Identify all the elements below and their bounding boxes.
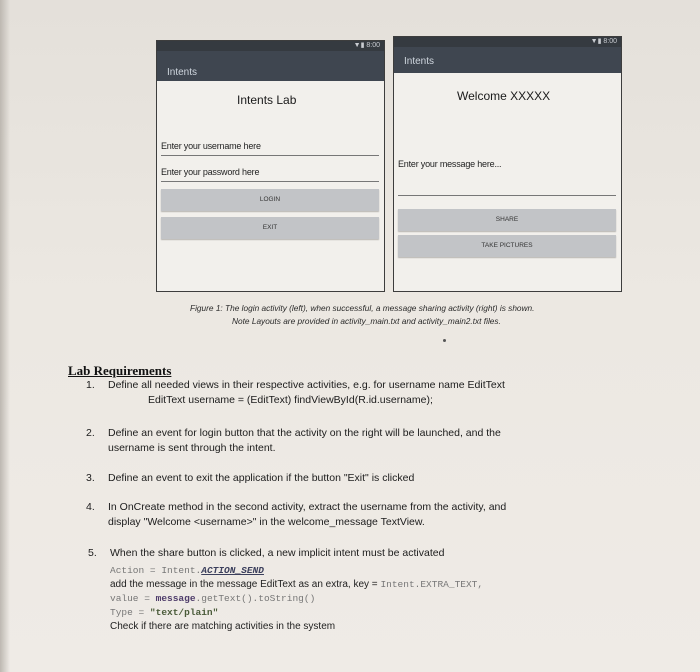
requirement-number: 3. [86,472,95,484]
status-time: 8:00 [366,42,380,49]
requirement-line: EditText username = (EditText) findViewById(R.id.username); [148,394,433,406]
action-line [110,564,590,578]
code-op: , [477,579,484,590]
code-label: Type [110,607,133,618]
requirement-number: 4. [86,501,95,513]
take-pictures-button[interactable]: TAKE PICTURES [398,235,616,257]
code-class: Intent. [380,579,421,590]
requirement-line: Define an event for login button that the activity on the right will be launched, and the [108,427,501,439]
code-op: = [144,565,162,576]
status-bar [394,37,621,47]
username-field[interactable]: Enter your username here [161,139,379,156]
requirement-number: 1. [86,379,95,391]
screen-title: Intents Lab [237,93,297,107]
requirement-line: When the share button is clicked, a new implicit intent must be activated [110,547,445,559]
extra-line [110,578,590,592]
caption-line-2: Note Layouts are provided in activity_main.txt and activity_main2.txt files. [232,316,501,326]
login-activity-mockup [156,40,385,292]
code-class: Intent. [161,565,202,576]
caption-line-1: Figure 1: The login activity (left), when successful, a message sharing activity (right) is shown. [190,303,535,313]
status-time: 8:00 [603,38,617,45]
page-shadow [0,0,10,672]
requirement-text [108,471,588,486]
extra-text: add the message in the message EditText as an extra, key = [110,579,381,590]
password-field[interactable]: Enter your password here [161,165,379,182]
value-line [110,592,590,606]
app-name: Intents [167,67,198,78]
signal-icon: ▼▮ [590,38,604,45]
code-label: Action [110,565,145,576]
requirement-text [108,378,588,408]
login-button[interactable]: LOGIN [161,189,379,211]
check-line: Check if there are matching activities in the system [110,621,336,632]
status-bar [157,41,384,51]
requirement-text [108,500,588,530]
requirement-5 [88,546,608,646]
requirement-line: Define an event to exit the application if the button "Exit" is clicked [108,472,415,484]
app-name: Intents [404,56,435,67]
requirement-2 [86,426,606,456]
code-op: = [138,593,156,604]
requirement-line: Define all needed views in their respective activities, e.g. for username name EditText [108,379,505,391]
code-string: "text/plain" [149,607,219,618]
requirement-text [110,546,590,634]
figure-caption [190,302,610,328]
app-bar [157,51,384,81]
code-label: value [110,593,139,604]
requirement-1 [86,378,606,408]
dot-mark [443,339,446,342]
welcome-message: Welcome XXXXX [457,89,551,103]
share-activity-mockup [393,36,622,292]
requirement-3 [86,471,606,486]
requirement-number: 5. [88,547,97,559]
requirement-4 [86,500,606,530]
code-constant: ACTION_SEND [201,565,264,576]
requirement-line: In OnCreate method in the second activity, extract the username from the activity, and [108,501,507,513]
code-call: .getText().toString() [195,593,316,604]
requirement-line: display "Welcome <username>" in the welcome_message TextView. [108,516,425,528]
share-button[interactable]: SHARE [398,209,616,231]
requirement-line: username is sent through the intent. [108,442,276,454]
requirement-number: 2. [86,427,95,439]
requirement-text [108,426,588,456]
message-field[interactable]: Enter your message here... [398,157,616,196]
code-variable: message [155,593,196,604]
code-op: = [132,607,150,618]
app-bar [394,47,621,73]
type-line [110,606,590,620]
signal-icon: ▼▮ [353,42,367,49]
section-heading: Lab Requirements [68,363,172,378]
code-constant: EXTRA_TEXT [420,579,478,590]
exit-button[interactable]: EXIT [161,217,379,239]
